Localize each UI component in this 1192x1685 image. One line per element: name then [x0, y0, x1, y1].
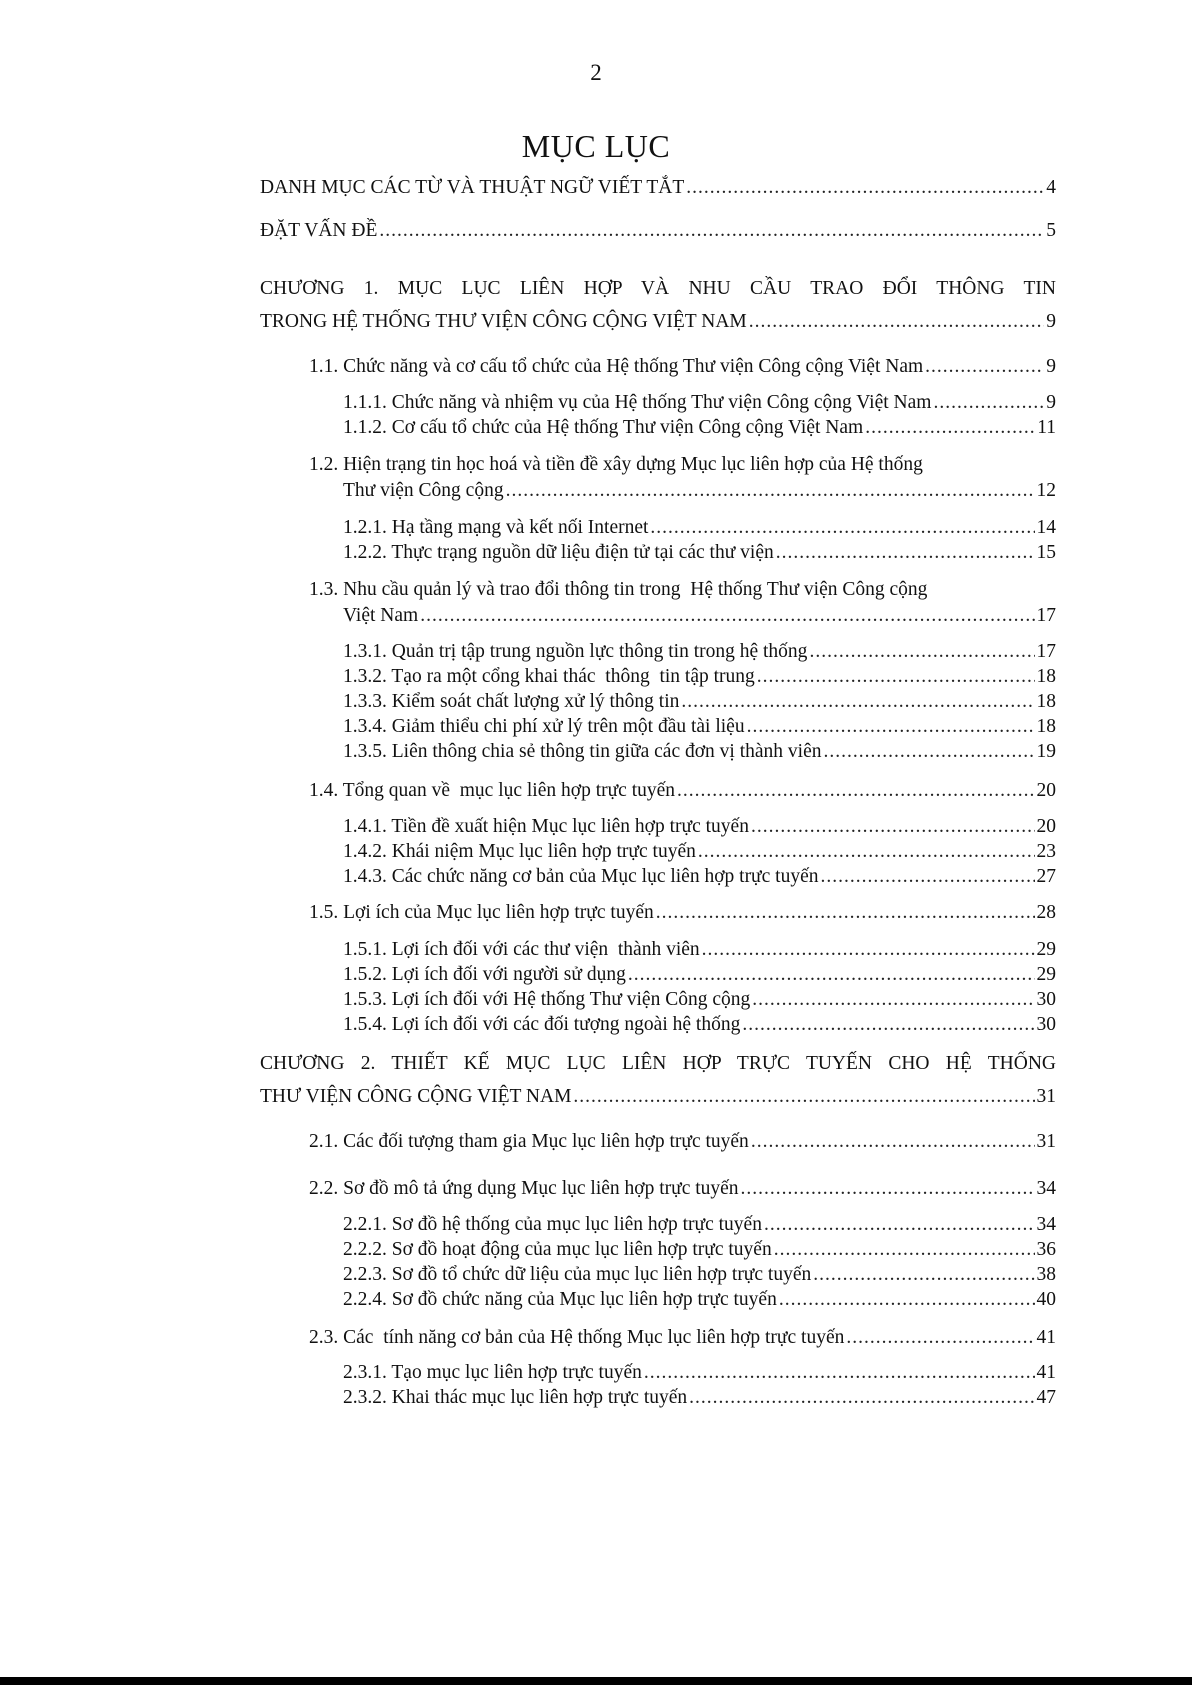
toc-entry[interactable]	[343, 715, 1056, 739]
dot-leader	[420, 604, 1034, 628]
toc-entry-page: 34	[1036, 1178, 1056, 1199]
toc-entry[interactable]	[343, 815, 1056, 839]
toc-entry[interactable]	[309, 1130, 1056, 1154]
toc-entry-text: THƯ VIỆN CÔNG CỘNG VIỆT NAM	[260, 1086, 572, 1107]
toc-entry-text: 1.3.4. Giảm thiểu chi phí xử lý trên một đầu tài liệu	[343, 716, 745, 737]
toc-entry-text: 2.3. Các tính năng cơ bản của Hệ thống Mục lục liên hợp trực tuyến	[309, 1327, 845, 1348]
toc-entry-page: 18	[1036, 666, 1056, 687]
toc-entry-line1[interactable]: 1.3. Nhu cầu quản lý và trao đổi thông tin trong Hệ thống Thư viện Công cộng	[309, 579, 928, 600]
toc-entry[interactable]	[343, 740, 1056, 764]
toc-entry[interactable]	[260, 1085, 1056, 1109]
toc-entry-page: 15	[1036, 542, 1056, 563]
toc-entry-page: 11	[1037, 417, 1056, 438]
toc-entry-text: 1.4.3. Các chức năng cơ bản của Mục lục liên hợp trực tuyến	[343, 866, 819, 887]
toc-entry-page: 28	[1036, 902, 1056, 923]
toc-entry-page: 36	[1036, 1239, 1056, 1260]
toc-title: MỤC LỤC	[521, 128, 671, 164]
toc-entry[interactable]	[260, 219, 1056, 243]
toc-entry-text: 1.4. Tổng quan về mục lục liên hợp trực tuyến	[309, 780, 676, 801]
dot-leader	[677, 779, 1034, 803]
toc-entry-page: 5	[1046, 220, 1056, 241]
toc-entry-page: 34	[1036, 1214, 1056, 1235]
toc-entry-text: 1.3.2. Tạo ra một cổng khai thác thông tin tập trung	[343, 666, 755, 687]
dot-leader	[689, 1386, 1034, 1410]
toc-entry[interactable]	[343, 840, 1056, 864]
toc-entry-text: 1.5.4. Lợi ích đối với các đối tượng ngoài hệ thống	[343, 1014, 741, 1035]
dot-leader	[925, 355, 1044, 379]
toc-entry[interactable]	[343, 865, 1056, 889]
toc-entry[interactable]	[260, 310, 1056, 334]
toc-entry-page: 9	[1046, 311, 1056, 332]
toc-entry-page: 9	[1046, 392, 1056, 413]
toc-entry[interactable]	[343, 963, 1056, 987]
toc-entry[interactable]	[343, 604, 1056, 628]
dot-leader	[656, 901, 1035, 925]
toc-entry[interactable]	[343, 1263, 1056, 1287]
toc-entry-page: 31	[1036, 1086, 1056, 1107]
toc-entry[interactable]	[309, 1177, 1056, 1201]
toc-entry-page: 18	[1036, 716, 1056, 737]
toc-entry-line1[interactable]: CHƯƠNG 2. THIẾT KẾ MỤC LỤC LIÊN HỢP TRỰC TUYẾN CHO HỆ THỐNG	[260, 1053, 1056, 1074]
toc-entry[interactable]	[343, 479, 1056, 503]
toc-entry-text: 2.3.2. Khai thác mục lục liên hợp trực tuyến	[343, 1387, 688, 1408]
toc-entry-page: 4	[1046, 177, 1056, 198]
toc-entry-text: 1.3.3. Kiểm soát chất lượng xử lý thông tin	[343, 691, 680, 712]
dot-leader	[742, 1013, 1034, 1037]
dot-leader	[776, 541, 1035, 565]
dot-leader	[865, 416, 1035, 440]
toc-entry-page: 40	[1036, 1289, 1056, 1310]
toc-entry-page: 29	[1036, 964, 1056, 985]
toc-entry-page: 30	[1036, 1014, 1056, 1035]
toc-entry[interactable]	[343, 1386, 1056, 1410]
toc-entry[interactable]	[309, 779, 1056, 803]
toc-entry-text: DANH MỤC CÁC TỪ VÀ THUẬT NGỮ VIẾT TẮT	[260, 177, 685, 198]
dot-leader	[751, 1130, 1035, 1154]
dot-leader	[681, 690, 1034, 714]
toc-entry[interactable]	[343, 988, 1056, 1012]
dot-leader	[809, 640, 1034, 664]
toc-entry-page: 41	[1036, 1327, 1056, 1348]
toc-entry-page: 41	[1036, 1362, 1056, 1383]
toc-entry-page: 20	[1036, 816, 1056, 837]
toc-entry[interactable]	[343, 516, 1056, 540]
toc-entry-text: 1.1. Chức năng và cơ cấu tổ chức của Hệ thống Thư viện Công cộng Việt Nam	[309, 356, 924, 377]
toc-entry[interactable]	[309, 355, 1056, 379]
dot-leader	[506, 479, 1035, 503]
toc-entry[interactable]	[309, 901, 1056, 925]
toc-entry[interactable]	[309, 1326, 1056, 1350]
dot-leader	[846, 1326, 1034, 1350]
dot-leader	[757, 665, 1035, 689]
toc-entry-page: 12	[1036, 480, 1056, 501]
toc-entry-page: 30	[1036, 989, 1056, 1010]
toc-entry-page: 19	[1036, 741, 1056, 762]
dot-leader	[813, 1263, 1034, 1287]
toc-entry-page: 14	[1036, 517, 1056, 538]
toc-entry-page: 17	[1036, 605, 1056, 626]
dot-leader	[774, 1238, 1035, 1262]
toc-entry-text: 1.4.2. Khái niệm Mục lục liên hợp trực tuyến	[343, 841, 696, 862]
toc-entry-text: ĐẶT VẤN ĐỀ	[260, 220, 378, 241]
dot-leader	[379, 219, 1044, 243]
dot-leader	[628, 963, 1035, 987]
dot-leader	[702, 938, 1035, 962]
toc-entry-text: 1.4.1. Tiền đề xuất hiện Mục lục liên hợp trực tuyến	[343, 816, 749, 837]
dot-leader	[779, 1288, 1035, 1312]
dot-leader	[820, 865, 1034, 889]
toc-entry[interactable]	[343, 938, 1056, 962]
toc-entry[interactable]	[343, 1361, 1056, 1385]
toc-entry[interactable]	[343, 1288, 1056, 1312]
toc-entry[interactable]	[343, 416, 1056, 440]
toc-entry-page: 20	[1036, 780, 1056, 801]
toc-entry-text: 2.1. Các đối tượng tham gia Mục lục liên hợp trực tuyến	[309, 1131, 749, 1152]
toc-entry-text: 1.5.2. Lợi ích đối với người sử dụng	[343, 964, 626, 985]
toc-entry-page: 17	[1036, 641, 1056, 662]
toc-entry-line1[interactable]: 1.2. Hiện trạng tin học hoá và tiền đề xây dựng Mục lục liên hợp của Hệ thống	[309, 454, 923, 475]
dot-leader	[650, 516, 1034, 540]
toc-entry-page: 47	[1036, 1387, 1056, 1408]
toc-entry-page: 23	[1036, 841, 1056, 862]
toc-entry-text: 1.5. Lợi ích của Mục lục liên hợp trực tuyến	[309, 902, 654, 923]
toc-entry-page: 18	[1036, 691, 1056, 712]
dot-leader	[686, 176, 1044, 200]
toc-entry-page: 38	[1036, 1264, 1056, 1285]
dot-leader	[933, 391, 1044, 415]
dot-leader	[749, 310, 1045, 334]
toc-entry-text: 1.1.1. Chức năng và nhiệm vụ của Hệ thống Thư viện Công cộng Việt Nam	[343, 392, 932, 413]
toc-entry-text: 2.2.3. Sơ đồ tổ chức dữ liệu của mục lục liên hợp trực tuyến	[343, 1264, 812, 1285]
toc-entry[interactable]	[343, 640, 1056, 664]
toc-entry-text: 2.2.1. Sơ đồ hệ thống của mục lục liên hợp trực tuyến	[343, 1214, 762, 1235]
toc-entry[interactable]	[343, 391, 1056, 415]
toc-entry-page: 9	[1046, 356, 1056, 377]
toc-entry-text: 2.3.1. Tạo mục lục liên hợp trực tuyến	[343, 1362, 642, 1383]
toc-entry[interactable]	[343, 1238, 1056, 1262]
dot-leader	[823, 740, 1034, 764]
toc-entry[interactable]	[343, 1013, 1056, 1037]
toc-entry-text: Thư viện Công cộng	[343, 480, 504, 501]
toc-entry-text: 2.2.2. Sơ đồ hoạt động của mục lục liên hợp trực tuyến	[343, 1239, 772, 1260]
toc-entry[interactable]	[260, 176, 1056, 200]
page-number: 2	[590, 60, 602, 85]
dot-leader	[764, 1213, 1035, 1237]
toc-entry[interactable]	[343, 665, 1056, 689]
toc-entry-text: 1.2.2. Thực trạng nguồn dữ liệu điện tử tại các thư viện	[343, 542, 774, 563]
dot-leader	[751, 815, 1035, 839]
toc-entry[interactable]	[343, 541, 1056, 565]
dot-leader	[644, 1361, 1035, 1385]
toc-entry[interactable]	[343, 1213, 1056, 1237]
toc-entry-line1[interactable]: CHƯƠNG 1. MỤC LỤC LIÊN HỢP VÀ NHU CẦU TRAO ĐỔI THÔNG TIN	[260, 278, 1056, 299]
dot-leader	[747, 715, 1035, 739]
toc-entry-text: 1.2.1. Hạ tầng mạng và kết nối Internet	[343, 517, 649, 538]
dot-leader	[573, 1085, 1034, 1109]
toc-entry[interactable]	[343, 690, 1056, 714]
toc-entry-text: TRONG HỆ THỐNG THƯ VIỆN CÔNG CỘNG VIỆT NAM	[260, 311, 747, 332]
toc-entry-page: 27	[1036, 866, 1056, 887]
page-bottom-edge	[0, 1677, 1192, 1685]
dot-leader	[698, 840, 1035, 864]
dot-leader	[752, 988, 1034, 1012]
toc-entry-text: 1.3.5. Liên thông chia sẻ thông tin giữa các đơn vị thành viên	[343, 741, 822, 762]
toc-entry-text: 1.3.1. Quản trị tập trung nguồn lực thông tin trong hệ thống	[343, 641, 808, 662]
dot-leader	[741, 1177, 1035, 1201]
toc-entry-text: 1.5.1. Lợi ích đối với các thư viện thành viên	[343, 939, 700, 960]
toc-entry-text: 2.2. Sơ đồ mô tả ứng dụng Mục lục liên hợp trực tuyến	[309, 1178, 739, 1199]
toc-entry-text: Việt Nam	[343, 605, 419, 626]
toc-entry-text: 1.1.2. Cơ cấu tổ chức của Hệ thống Thư viện Công cộng Việt Nam	[343, 417, 864, 438]
toc-entry-page: 31	[1036, 1131, 1056, 1152]
toc-entry-page: 29	[1036, 939, 1056, 960]
toc-entry-text: 2.2.4. Sơ đồ chức năng của Mục lục liên hợp trực tuyến	[343, 1289, 777, 1310]
toc-entry-text: 1.5.3. Lợi ích đối với Hệ thống Thư viện Công cộng	[343, 989, 751, 1010]
